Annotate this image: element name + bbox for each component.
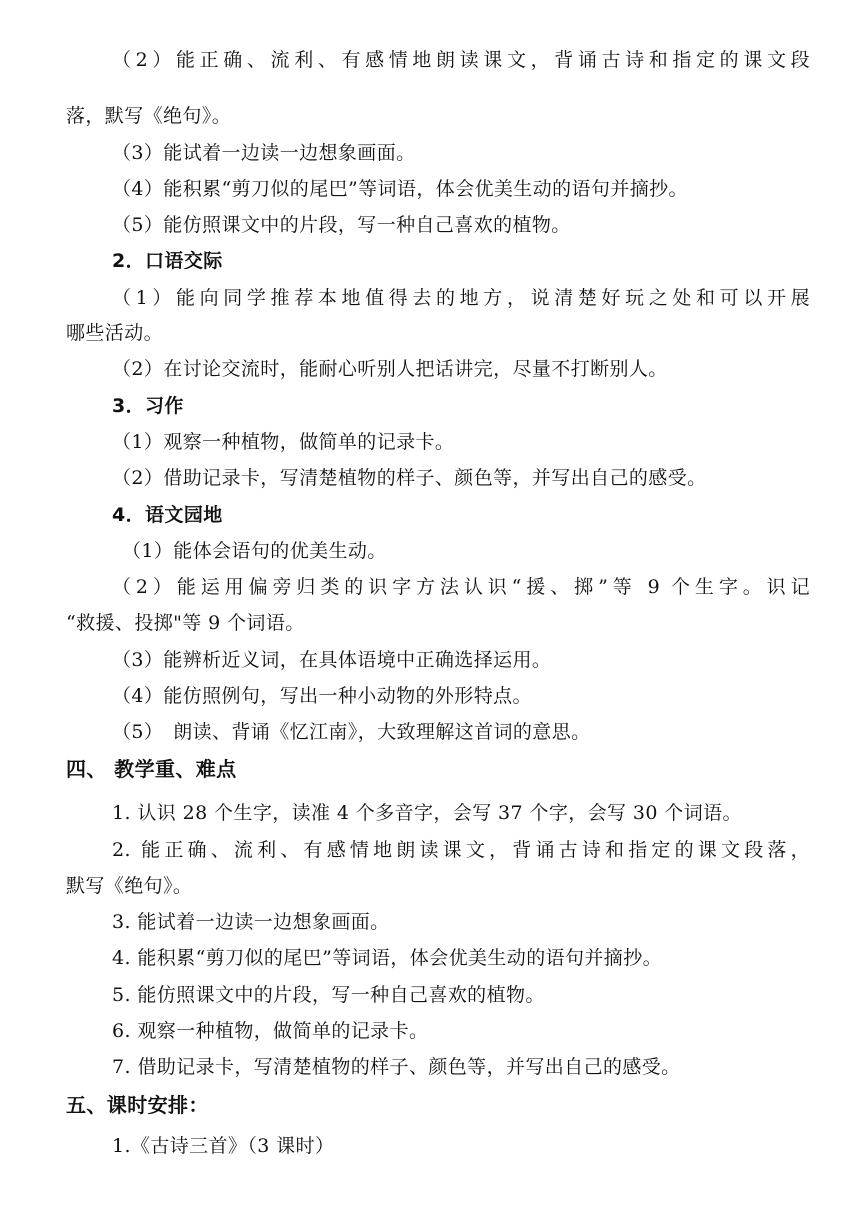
oral-item-2: （2）在讨论交流时，能耐心听别人把话讲完，尽量不打断别人。: [112, 358, 668, 380]
writing-heading: 3．习作: [112, 395, 184, 417]
garden-item-2-line-2: “救援、投掷"等 9 个词语。: [66, 612, 305, 634]
garden-item-3: （3）能辨析近义词，在具体语境中正确选择运用。: [112, 649, 552, 671]
objective-item-5: （5）能仿照课文中的片段，写一种自己喜欢的植物。: [112, 214, 571, 236]
writing-item-1: （1）观察一种植物，做简单的记录卡。: [112, 431, 455, 453]
key-point-2-line-2: 默写《绝句》。: [66, 875, 193, 897]
schedule-item-1: 1.《古诗三首》（3 课时）: [112, 1135, 335, 1157]
garden-item-1: （1）能体会语句的优美生动。: [122, 540, 387, 562]
garden-item-2-line-1: （2）能运用偏旁归类的识字方法认识“援、掷”等 9 个生字。识记: [112, 576, 810, 598]
key-point-6: 6. 观察一种植物，做简单的记录卡。: [112, 1020, 429, 1042]
schedule-heading: 五、课时安排：: [66, 1093, 209, 1117]
objective-item-2-line-2: 落，默写《绝句》。: [66, 105, 232, 127]
key-point-2-line-1: 2. 能正确、流利、有感情地朗读课文，背诵古诗和指定的课文段落，: [112, 839, 810, 861]
oral-heading: 2．口语交际: [112, 250, 223, 272]
writing-item-2: （2）借助记录卡，写清楚植物的样子、颜色等，并写出自己的感受。: [112, 467, 707, 489]
objective-item-3: （3）能试着一边读一边想象画面。: [112, 142, 416, 164]
key-point-5: 5. 能仿照课文中的片段，写一种自己喜欢的植物。: [112, 984, 545, 1006]
key-point-4: 4. 能积累“剪刀似的尾巴”等词语，体会优美生动的语句并摘抄。: [112, 947, 662, 969]
garden-heading: 4．语文园地: [112, 504, 223, 526]
objective-item-2-line-1: （2）能正确、流利、有感情地朗读课文，背诵古诗和指定的课文段: [112, 49, 810, 71]
garden-item-4: （4）能仿照例句，写出一种小动物的外形特点。: [112, 685, 532, 707]
key-point-1: 1. 认识 28 个生字，读准 4 个多音字，会写 37 个字，会写 30 个词语。: [112, 802, 742, 824]
key-point-3: 3. 能试着一边读一边想象画面。: [112, 911, 390, 933]
oral-item-1-line-2: 哪些活动。: [66, 322, 164, 344]
objective-item-4: （4）能积累“剪刀似的尾巴”等词语，体会优美生动的语句并摘抄。: [112, 178, 688, 200]
key-points-heading: 四、 教学重、难点: [66, 757, 237, 781]
garden-item-5: （5） 朗读、背诵《忆江南》，大致理解这首词的意思。: [112, 721, 591, 743]
key-point-7: 7. 借助记录卡，写清楚植物的样子、颜色等，并写出自己的感受。: [112, 1056, 681, 1078]
oral-item-1-line-1: （1）能向同学推荐本地值得去的地方，说清楚好玩之处和可以开展: [112, 287, 810, 309]
